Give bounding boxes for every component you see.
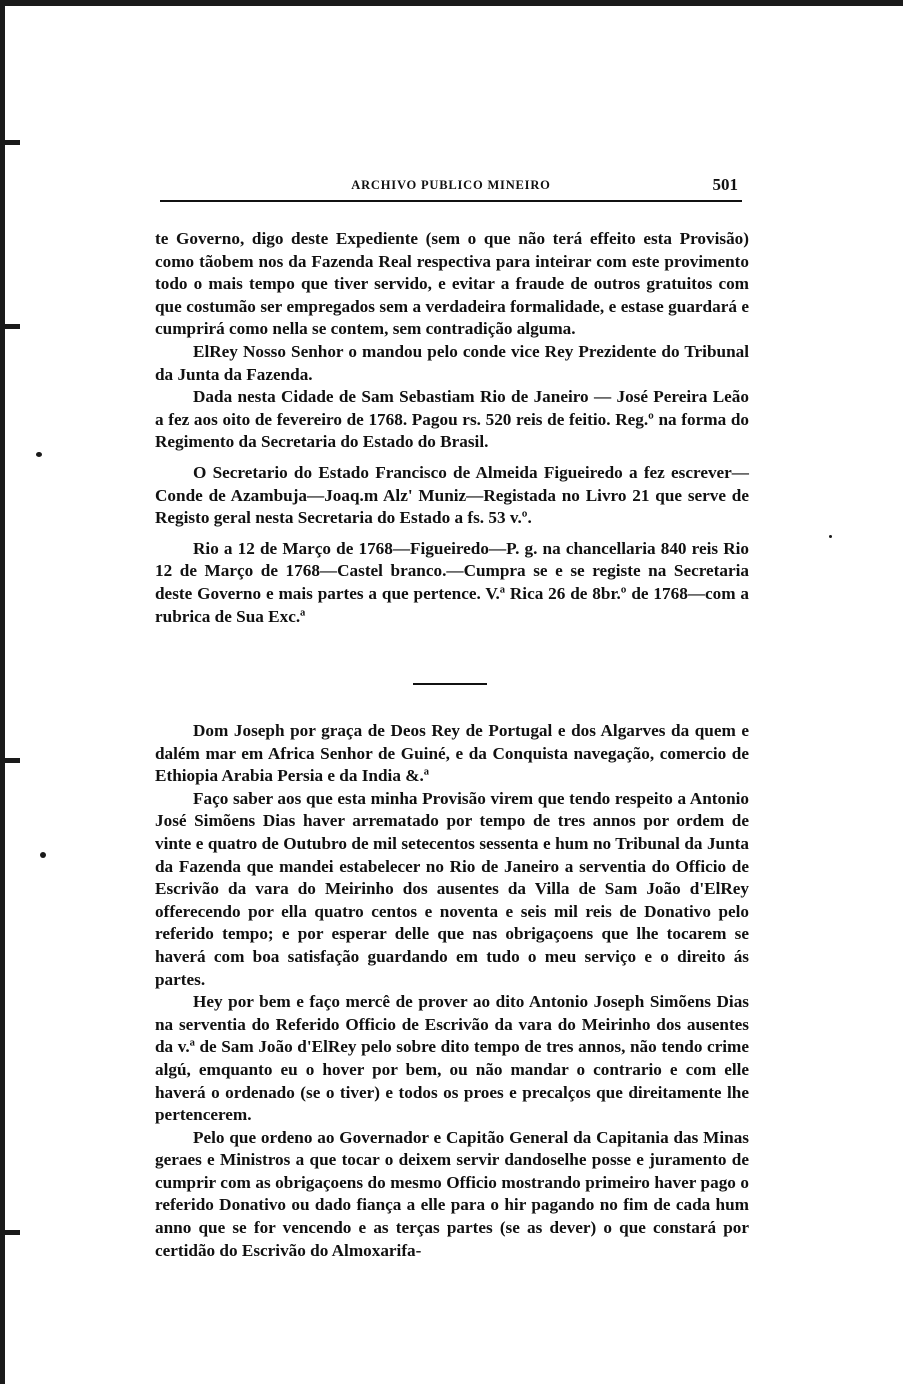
scan-speck bbox=[36, 452, 42, 457]
page-header bbox=[160, 175, 742, 197]
paragraph: Rio a 12 de Março de 1768—Figueiredo—P. g. na chancellaria 840 reis Rio 12 de Março de 1768—Castel branco.—Cumpra se e se registe na Secretaria deste Governo e mais partes a que pertence. V.ª Rica 26 de 8br.º de 1768—com a rubrica de Sua Exc.ª bbox=[155, 538, 749, 626]
paragraph: ElRey Nosso Senhor o mandou pelo conde vice Rey Prezidente do Tribunal da Junta da Fazenda. bbox=[155, 341, 749, 384]
scan-margin-mark bbox=[0, 758, 20, 763]
scan-margin-mark bbox=[0, 1230, 20, 1235]
paragraph: te Governo, digo deste Expediente (sem o que não terá effeito esta Provisão) como tãobem nos da Fazenda Real respectiva para inteirar com este provimento todo o mais tempo que tiver servido, e evitar a fraude de outros gratuitos com que costumão ser empregados sem a verdadeira formalidade, e estase guardará e cumprirá como nella se contem, sem contradição alguma. bbox=[155, 229, 749, 339]
header-rule bbox=[160, 200, 742, 202]
paragraph: Pelo que ordeno ao Governador e Capitão General da Capitania das Minas geraes e Ministros a que tocar o deixem servir dandoselhe posse e juramento de cumprir com as obrigaçoens do mesmo Officio mostrando primeiro haver pago o referido Donativo ou dado fiança a elle para o hir pagando no fim de cada hum anno que se for vencendo e as terças partes (se as dever) o que constará por certidão do Escrivão do Almoxarifa- bbox=[155, 1127, 749, 1260]
scan-speck bbox=[40, 852, 46, 858]
scan-top-edge bbox=[0, 0, 903, 6]
running-title: ARCHIVO PUBLICO MINEIRO bbox=[351, 178, 551, 192]
section-separator bbox=[413, 683, 487, 685]
scan-margin-mark bbox=[0, 324, 20, 329]
page-number: 501 bbox=[712, 175, 738, 194]
paragraph: Dom Joseph por graça de Deos Rey de Portugal e dos Algarves da quem e dalém mar em Africa Senhor de Guiné, e da Conquista navegação, comercio de Ethiopia Arabia Persia e da India &.ª bbox=[155, 721, 749, 786]
second-document bbox=[155, 720, 749, 1262]
first-document bbox=[155, 228, 749, 628]
paragraph: O Secretario do Estado Francisco de Almeida Figueiredo a fez escrever—Conde de Azambuja—Joaq.m Alz' Muniz—Registada no Livro 21 que serve de Registo geral nesta Secretaria do Estado a fs. 53 v.º. bbox=[155, 462, 749, 528]
paragraph: Dada nesta Cidade de Sam Sebastiam Rio de Janeiro — José Pereira Leão a fez aos oito de fevereiro de 1768. Pagou rs. 520 reis de feitio. Reg.º na forma do Regimento da Secretaria do Estado do Brasil. bbox=[155, 387, 749, 452]
scan-speck bbox=[829, 535, 832, 538]
paragraph: Hey por bem e faço mercê de prover ao dito Antonio Joseph Simõens Dias na serventia do Referido Officio de Escrivão da vara do Meirinho dos ausentes da v.ª de Sam João d'ElRey pelo sobre dito tempo de tres annos, não tendo crime algú, emquanto eu o hover por bem, ou não mandar o contrario e com elle haverá o ordenado (se o tiver) e todos os proes e precalços que direitamente lhe pertencerem. bbox=[155, 992, 749, 1125]
scan-margin-mark bbox=[0, 140, 20, 145]
paragraph: Faço saber aos que esta minha Provisão virem que tendo respeito a Antonio José Simõens Dias haver arrematado por tempo de tres annos por ordem de vinte e quatro de Outubro de mil setecentos sessenta e hum no Tribunal da Junta da Fazenda que mandei estabelecer no Rio de Janeiro a serventia do Officio de Escrivão da vara do Meirinho dos ausentes da Villa de Sam João d'ElRey offerecendo por ella quatro centos e noventa e seis mil reis de Donativo pelo referido tempo; e por esperar delle que nas obrigaçoens que lhe tocarem se haverá com boa satisfação guardando em tudo o meu serviço e o direito ás partes. bbox=[155, 788, 749, 989]
scan-left-edge bbox=[0, 0, 5, 1384]
